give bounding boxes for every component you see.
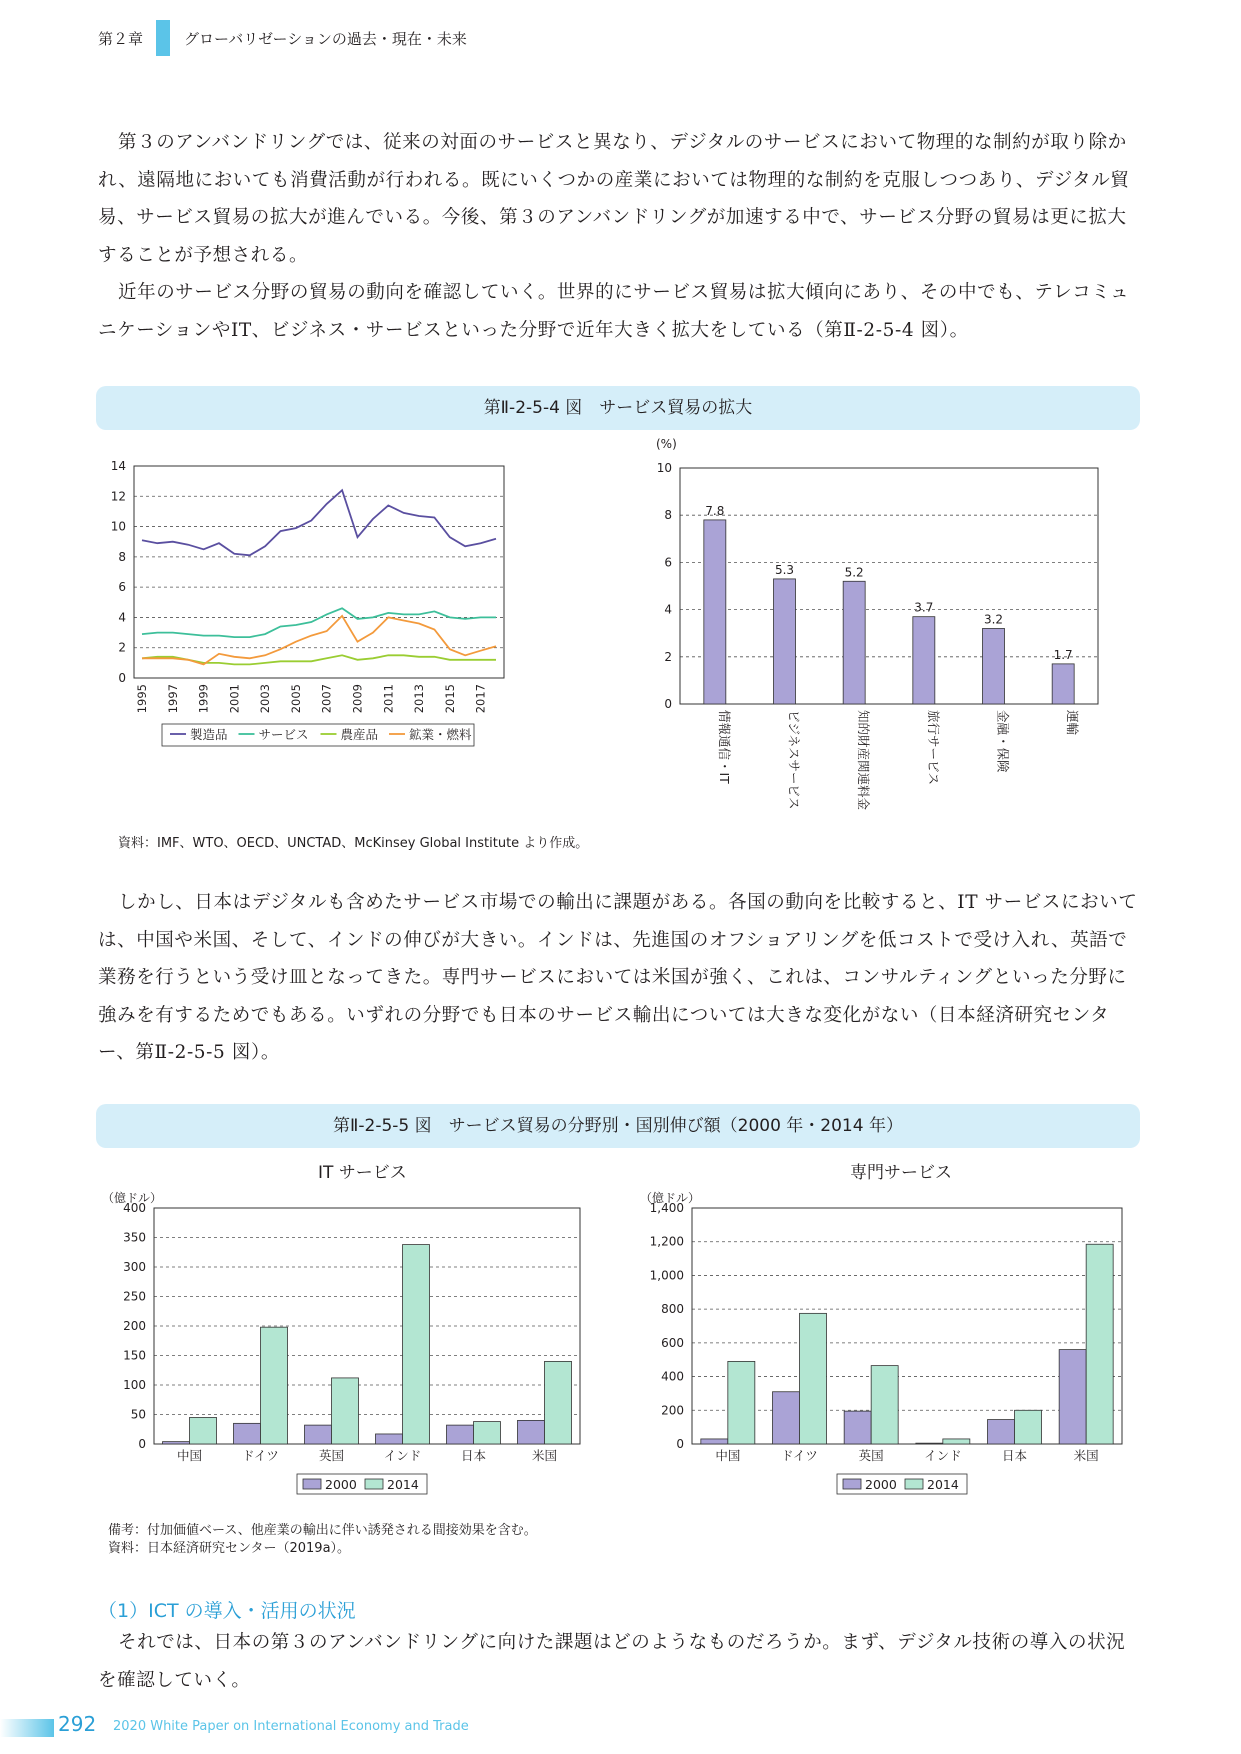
y-tick-label: 400 [661,1369,684,1384]
legend-swatch [365,1479,383,1489]
y-tick-label: 0 [118,671,126,685]
figure-5-note: 備考：付加価値ベース、他産業の輸出に伴い誘発される間接効果を含む。 [108,1523,537,1538]
bar-2014 [1086,1244,1113,1444]
x-tick-label: 1999 [196,684,211,714]
y-tick-label: 0 [676,1437,684,1451]
section-paragraph-1: それでは、日本の第３のアンバンドリングに向けた課題はどのようなものだろうか。まず、デジタル技術の導入の状況を確認していく。 [98,1632,1126,1691]
bar-2000 [701,1439,728,1444]
y-tick-label: 1,200 [649,1234,684,1249]
figure-5-source: 資料：日本経済研究センター（2019a）。 [108,1541,351,1556]
x-category-label: 英国 [858,1448,884,1463]
intro-paragraph-1: 第３のアンバンドリングでは、従来の対面のサービスと異なり、デジタルのサービスにおいて物理的な制約が取り除かれ、遠隔地においても消費活動が行われる。既にいくつかの産業においては物理的な制約を克服しつつあり、デジタル貿易、サービス貿易の拡大が進んでいる。今後、第３のアンバンドリングが加速する中で、サービス分野の貿易は更に拡大することが予想される。 [98,132,1130,266]
footer-accent-bar [0,1719,54,1737]
bar-2014 [190,1417,217,1444]
bar-2000 [305,1425,332,1444]
y-tick-label: 600 [661,1335,684,1350]
x-category-label: 情報通信・IT [716,710,732,784]
bar-2000 [518,1420,545,1444]
y-tick-label: 400 [123,1201,146,1215]
x-category-label: インド [383,1448,422,1463]
y-tick-label: 150 [123,1348,146,1363]
x-category-label: 知的財産関連料金 [856,710,872,811]
y-tick-label: 0 [664,697,672,711]
legend-swatch [843,1479,861,1489]
bar-2014 [332,1378,359,1444]
y-tick-label: 8 [118,549,126,564]
x-category-label: 中国 [176,1448,203,1463]
x-category-label: 日本 [460,1448,487,1463]
bar-2000 [376,1434,403,1444]
bar-2000 [234,1423,261,1444]
x-tick-label: 2015 [442,684,457,714]
data-label: 1.7 [1053,647,1073,662]
series-line-農産品 [142,655,496,664]
series-line-製造品 [142,490,496,555]
y-tick-label: 2 [664,649,672,664]
bar-2000 [1059,1350,1086,1444]
x-category-label: 旅行サービス [925,710,941,786]
x-category-label: 金融・保険 [995,710,1011,773]
professional-services-subtitle: 専門サービス [850,1163,952,1183]
section-text [98,1624,1144,1699]
page-number: 292 [58,1712,97,1736]
bar-2000 [988,1420,1015,1444]
x-category-label: ドイツ [781,1448,818,1463]
bar [913,617,935,704]
y-tick-label: 0 [138,1437,146,1451]
legend-label: 農産品 [340,727,379,742]
bar-2014 [871,1366,898,1444]
data-label: 3.7 [914,600,934,615]
x-category-label: ビジネスサービス [786,710,802,810]
legend-label: 製造品 [190,727,228,742]
bar [774,579,796,704]
x-tick-label: 2013 [412,684,427,714]
legend-label: サービス [258,727,309,742]
y-tick-label: 250 [123,1289,146,1304]
x-category-label: ドイツ [242,1448,279,1463]
x-tick-label: 2017 [473,684,488,714]
data-label: 5.2 [844,565,864,580]
bar-2000 [447,1425,474,1444]
bar-2000 [163,1442,190,1444]
bar-chart-professional-services [630,1190,1140,1520]
x-tick-label: 2001 [227,684,242,714]
x-category-label: 英国 [318,1448,345,1463]
bar-chart-it-services [96,1190,596,1520]
bar-2000 [773,1392,800,1444]
x-tick-label: 2003 [258,684,273,714]
legend-label: 鉱業・燃料 [409,727,472,742]
x-category-label: 運輸 [1065,710,1081,736]
bar-2014 [474,1422,501,1444]
data-label: 7.8 [705,503,725,518]
y-unit-label: （億ドル） [640,1191,701,1205]
y-tick-label: 14 [110,459,126,473]
plot-frame [680,468,1098,704]
legend-swatch [303,1479,321,1489]
middle-text [98,884,1144,1072]
y-tick-label: 300 [123,1260,146,1274]
middle-paragraph-1: しかし、日本はデジタルも含めたサービス市場での輸出に課題がある。各国の動向を比較すると、IT サービスにおいては、中国や米国、そして、インドの伸びが大きい。インドは、先進国のオフショアリングを低コストで受け入れ、英語で業務を行うという受け皿となってきた。専門サービスにおいては米国が強く、これは、コンサルティングといった分野に強みを有するためでもある。いずれの分野でも日本のサービス輸出については大きな変化がない（日本経済研究センター、第Ⅱ-2-5-5 図）。 [98,892,1138,1063]
x-tick-label: 2007 [319,684,334,714]
y-tick-label: 350 [123,1230,146,1245]
y-tick-label: 200 [661,1403,684,1418]
y-unit-label: (%) [656,437,677,451]
y-tick-label: 50 [130,1407,146,1422]
bar [983,628,1005,704]
legend-label: 2000 [865,1477,897,1492]
figure-5-title: 第Ⅱ-2-5-5 図 サービス貿易の分野別・国別伸び額（2000 年・2014 年） [96,1104,1140,1148]
y-unit-label: （億ドル） [102,1191,163,1205]
chapter-title: グローバリゼーションの過去・現在・未来 [184,30,467,48]
x-tick-label: 2011 [381,684,396,714]
x-tick-label: 1997 [165,684,180,714]
legend-label: 2014 [387,1477,419,1492]
x-tick-label: 2005 [288,684,303,714]
bar-2014 [1015,1410,1042,1444]
data-label: 3.2 [983,612,1004,627]
y-tick-label: 6 [118,580,126,595]
plot-frame [692,1208,1122,1444]
bar [704,520,726,704]
bar-2014 [545,1361,572,1444]
series-line-鉱業・燃料 [142,616,496,665]
x-tick-label: 1995 [135,684,149,714]
x-category-label: 中国 [715,1448,741,1463]
y-tick-label: 1,400 [649,1201,684,1215]
y-tick-label: 10 [110,519,126,534]
x-tick-label: 2009 [350,684,365,714]
bar-2000 [916,1443,943,1444]
y-tick-label: 4 [118,610,126,625]
y-tick-label: 12 [110,489,126,504]
data-label: 5.3 [774,562,795,577]
y-tick-label: 8 [664,508,672,523]
bar [843,581,865,704]
y-tick-label: 4 [664,602,672,617]
x-category-label: インド [924,1448,962,1463]
header-accent-bar [156,20,170,56]
x-category-label: 米国 [1073,1448,1099,1463]
y-tick-label: 6 [664,555,672,570]
line-chart-trade-growth [96,452,596,792]
y-tick-label: 800 [661,1302,684,1317]
y-tick-label: 2 [118,640,126,655]
bar-chart-service-growth [640,432,1120,832]
x-category-label: 日本 [1001,1448,1028,1463]
bar-2014 [728,1361,755,1444]
legend-label: 2014 [927,1477,959,1492]
footer-publication-title: 2020 White Paper on International Economy and Trade [113,1719,469,1734]
legend-label: 2000 [325,1477,357,1492]
it-services-subtitle: IT サービス [318,1163,407,1183]
y-tick-label: 10 [656,461,672,475]
bar-2014 [403,1245,430,1444]
figure-4-title: 第Ⅱ-2-5-4 図 サービス貿易の拡大 [96,386,1140,430]
figure-4-source: 資料：IMF、WTO、OECD、UNCTAD、McKinsey Global Institute より作成。 [118,836,589,851]
bar-2014 [261,1327,288,1444]
x-category-label: 米国 [531,1448,558,1463]
section-heading: （1）ICT の導入・活用の状況 [98,1600,356,1622]
bar-2000 [844,1411,871,1444]
bar-2014 [943,1439,970,1444]
intro-paragraph-2: 近年のサービス分野の貿易の動向を確認していく。世界的にサービス貿易は拡大傾向にあり、その中でも、テレコミュニケーションやIT、ビジネス・サービスといった分野で近年大きく拡大をしている（第Ⅱ-2-5-4 図）。 [98,282,1130,341]
y-tick-label: 1,000 [649,1268,684,1283]
y-tick-label: 200 [123,1319,146,1333]
bar-2014 [800,1313,827,1444]
bar [1052,664,1074,704]
chapter-label: 第２章 [98,30,144,48]
legend-swatch [905,1479,923,1489]
intro-text [98,124,1144,349]
y-tick-label: 100 [123,1378,146,1392]
